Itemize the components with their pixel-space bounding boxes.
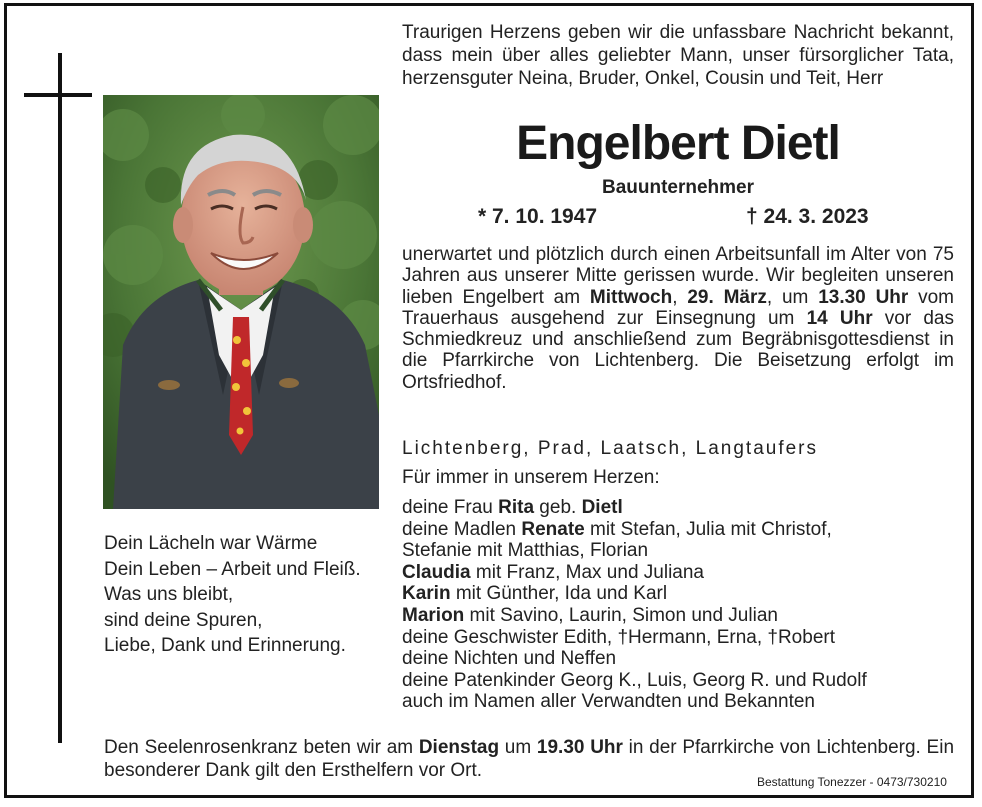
body-text: vor das Schmiedkreuz und anschließend zum Begräbnisgottesdienst in die Pfarrkirche von Lichtenberg. Die Beisetzung erfolgt im Ortsfriedhof. [402, 307, 954, 393]
family-line: deine Madlen Renate mit Stefan, Julia mit Christof, [402, 518, 832, 540]
closing-part: in der Pfarrkirche von Lichtenberg. Ein besonderer Dank gilt den Ersthelfern vor Ort. [104, 737, 955, 781]
forever-line: Für immer in unserem Herzen: [402, 467, 660, 488]
family-line: deine Patenkinder Georg K., Luis, Georg R. und Rudolf [402, 669, 867, 691]
announcement-text [402, 244, 954, 393]
family-list [402, 497, 954, 713]
closing-part: Den Seelenrosenkranz beten wir am [104, 737, 419, 758]
intro-text: Traurigen Herzens geben wir die unfassbare Nachricht bekannt, dass mein über alles geliebter Mann, unser fürsorglicher Tata, herzensguter Neina, Bruder, Onkel, Cousin und Teit, Herr [402, 22, 954, 90]
family-line: deine Frau Rita geb. Dietl [402, 497, 623, 518]
family-line: deine Nichten und Neffen [402, 648, 617, 670]
death-date: † 24. 3. 2023 [746, 205, 869, 228]
poem-line: Dein Lächeln war Wärme [104, 533, 318, 554]
family-line: deine Geschwister Edith, †Hermann, Erna, †Robert [402, 626, 835, 648]
family-line: Claudia mit Franz, Max und Juliana [402, 561, 704, 583]
closing-day: Dienstag [418, 737, 500, 758]
body-text: , [672, 286, 688, 308]
body-text: , um [766, 286, 819, 308]
poem-line: Was uns bleibt, [104, 584, 234, 606]
deceased-name: Engelbert Dietl [516, 117, 840, 170]
undertaker-credit: Bestattung Tonezzer - 0473/730210 [757, 775, 947, 789]
poem-line: sind deine Spuren, [104, 609, 263, 631]
family-line: auch im Namen aller Verwandten und Bekannten [402, 691, 815, 713]
family-line: Karin mit Günther, Ida und Karl [402, 583, 668, 605]
closing-part: um [499, 737, 537, 758]
cross-icon-bar [24, 93, 92, 97]
cross-icon [58, 53, 62, 743]
places-line: Lichtenberg, Prad, Laatsch, Langtaufers [402, 438, 819, 459]
body-text: unerwartet und plötzlich durch einen Arbeitsunfall im Alter von 75 Jahren aus unserer Mitte gerissen wurde. Wir begleiten unseren lieben Engelbert am [402, 244, 954, 308]
body-time: 13.30 Uhr [818, 286, 909, 308]
poem-line: Liebe, Dank und Erinnerung. [104, 635, 346, 657]
body-text: vom Trauerhaus ausgehend zur Einsegnung um [402, 286, 955, 329]
portrait-photo [103, 95, 379, 509]
body-time: 14 Uhr [806, 307, 873, 329]
birth-date: * 7. 10. 1947 [478, 205, 598, 228]
family-line: Marion mit Savino, Laurin, Simon und Julian [402, 604, 778, 626]
poem-line: Dein Leben – Arbeit und Fleiß. [104, 558, 361, 580]
family-line: Stefanie mit Matthias, Florian [402, 540, 649, 562]
profession: Bauunternehmer [601, 177, 755, 198]
closing-time: 19.30 Uhr [536, 737, 623, 758]
body-date: 29. März [687, 286, 767, 308]
body-day: Mittwoch [589, 286, 673, 308]
memorial-poem [104, 531, 361, 659]
